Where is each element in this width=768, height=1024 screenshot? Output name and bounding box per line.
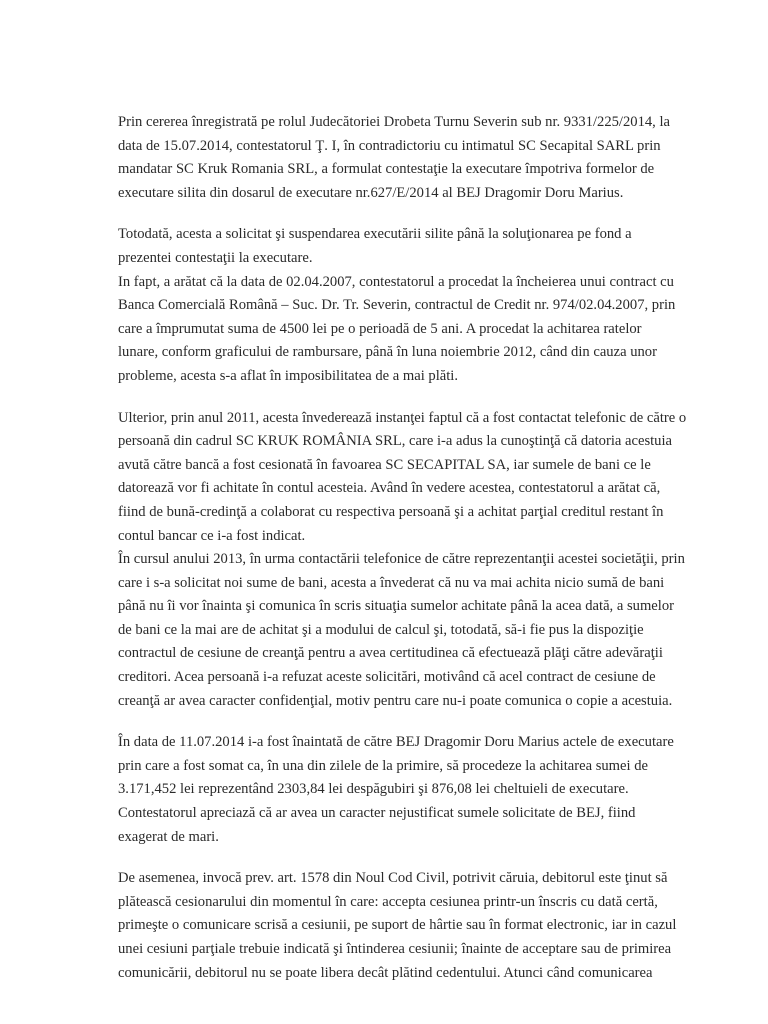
paragraph-civil-code-reference	[118, 867, 698, 985]
text-line: contractul de cesiune de creanţă pentru a avea certitudinea că efectuează plăţi către adevăraţii	[118, 645, 663, 662]
text-line: creanţă ar avea caracter confidenţial, motiv pentru care nu-i poate comunica o copie a acestuia.	[118, 692, 673, 709]
text-line: plătească cesionarului din momentul în care: accepta cesiunea printr-un înscris cu dată certă,	[118, 893, 658, 910]
text-line: avută către bancă a fost cesionată în favoarea SC SECAPITAL SA, iar sumele de bani ce le	[118, 456, 651, 473]
text-line: de bani ce la mai are de achitat şi a modului de calcul şi, totodată, să-i fie pus la dispoziţie	[118, 621, 644, 638]
text-line: De asemenea, invocă prev. art. 1578 din Noul Cod Civil, potrivit căruia, debitorul este ţinut să	[118, 870, 668, 887]
text-line: În cursul anului 2013, în urma contactării telefonice de către reprezentanţii acestei societăţii, prin	[118, 551, 685, 568]
paragraph-contestation-filing	[118, 111, 698, 205]
paragraph-assignment-history	[118, 407, 698, 714]
text-line: creditori. Acea persoană i-a refuzat aceste solicitări, motivând că acel contract de cesiune de	[118, 669, 656, 686]
text-line: unei cesiuni parţiale trebuie indicată şi întinderea cesiunii; înainte de acceptare sau de primirea	[118, 941, 672, 957]
text-line: executare silita din dosarul de executare nr.627/E/2014 al BEJ Dragomir Doru Marius.	[118, 184, 624, 201]
text-line: care a împrumutat suma de 4500 lei pe o perioadă de 5 ani. A procedat la achitarea ratelor	[118, 320, 642, 337]
text-line: prezentei contestaţii la executare.	[118, 249, 313, 266]
text-line: Contestatorul apreciază că ar avea un caracter nejustificat sumele solicitate de BEJ, fiind	[118, 805, 636, 822]
text-line: comunicării, debitorul nu se poate libera decât plătind cedentului. Atunci când comunicarea	[118, 964, 653, 981]
text-line: In fapt, a arătat că la data de 02.04.2007, contestatorul a procedat la încheierea unui contract cu	[118, 273, 674, 290]
paragraph-suspension-and-facts	[118, 223, 698, 388]
text-line: datorează vor fi achitate în contul acesteia. Având în vedere acestea, contestatorul a arătat că,	[118, 480, 661, 497]
text-line: Prin cererea înregistrată pe rolul Judecătoriei Drobeta Turnu Severin sub nr. 9331/225/2014, la	[118, 114, 670, 130]
text-line: până nu îi vor înainta şi comunica în scris situaţia sumelor achitate până la acea dată, a sumelor	[118, 598, 674, 615]
document-page	[118, 111, 698, 1003]
text-line: primeşte o comunicare scrisă a cesiunii, pe suport de hârtie sau în format electronic, iar in cazul	[118, 917, 677, 934]
text-line: 3.171,452 lei reprezentând 2303,84 lei despăgubiri şi 876,08 lei cheltuieli de executare.	[118, 781, 629, 798]
text-line: care i s-a solicitat noi sume de bani, acesta a învederat că nu va mai achita nicio sumă de bani	[118, 574, 665, 591]
text-line: Totodată, acesta a solicitat şi suspendarea executării silite până la soluţionarea pe fond a	[118, 226, 632, 243]
text-line: prin care a fost somat ca, în una din zilele de la primire, să procedeze la achitarea sumei de	[118, 757, 648, 774]
text-line: fiind de bună-credinţă a colaborat cu respectiva persoană şi a achitat parţial creditul restant în	[118, 503, 664, 520]
text-line: data de 15.07.2014, contestatorul Ţ. I, în contradictoriu cu intimatul SC Secapital SARL prin	[118, 137, 661, 154]
text-line: exagerat de mari.	[118, 828, 219, 845]
text-line: Banca Comercială Română – Suc. Dr. Tr. Severin, contractul de Credit nr. 974/02.04.2007, prin	[118, 297, 676, 314]
paragraph-enforcement-summons	[118, 731, 698, 849]
text-line: persoană din cadrul SC KRUK ROMÂNIA SRL, care i-a adus la cunoştinţă că datoria acestuia	[118, 433, 673, 450]
text-line: contul bancar ce i-a fost indicat.	[118, 527, 306, 544]
text-line: probleme, acesta s-a aflat în imposibilitatea de a mai plăti.	[118, 367, 458, 384]
text-line: mandatar SC Kruk Romania SRL, a formulat contestaţie la executare împotriva formelor de	[118, 161, 655, 178]
text-line: Ulterior, prin anul 2011, acesta învederează instanţei faptul că a fost contactat telefonic de către o	[118, 409, 687, 426]
text-line: În data de 11.07.2014 i-a fost înaintată de către BEJ Dragomir Doru Marius actele de executare	[118, 734, 674, 751]
text-line: lunare, conform graficului de rambursare, până în luna noiembrie 2012, când din cauza unor	[118, 344, 657, 361]
